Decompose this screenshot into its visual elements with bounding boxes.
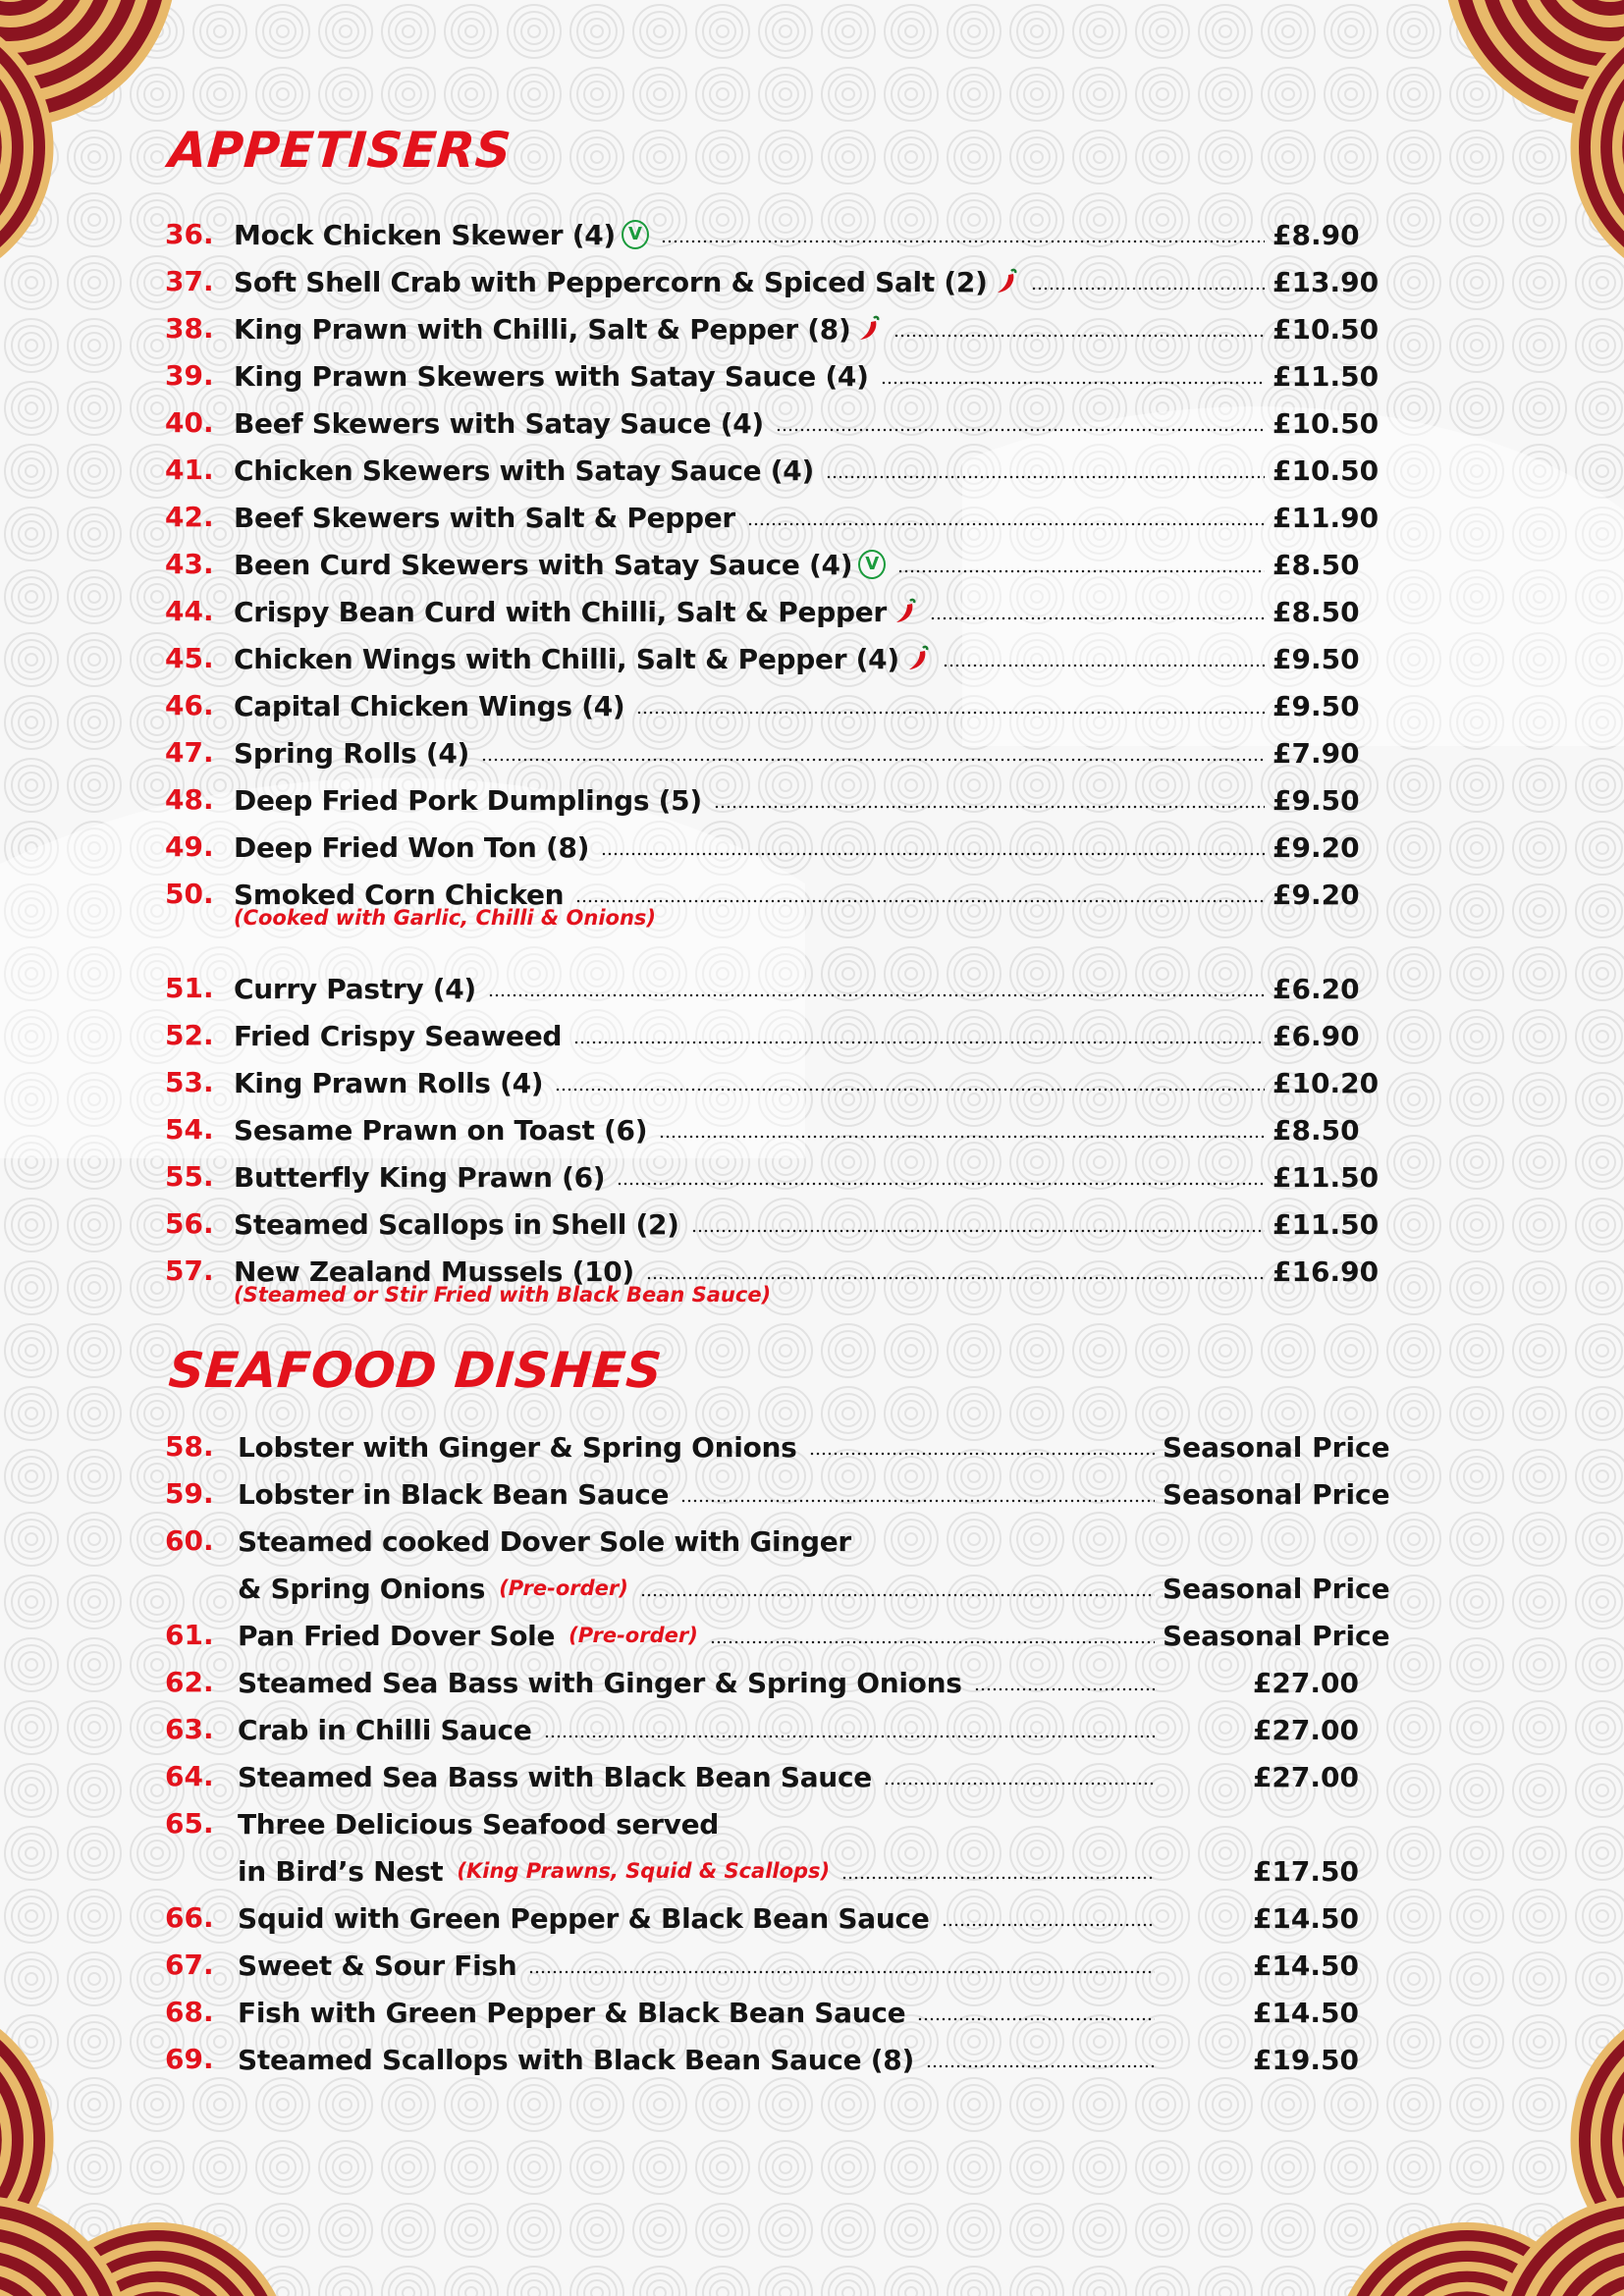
item-number: 40. xyxy=(165,406,214,439)
item-name: Beef Skewers with Satay Sauce (4) xyxy=(234,406,764,440)
item-name: New Zealand Mussels (10) xyxy=(234,1255,634,1288)
dot-leader xyxy=(942,1923,1155,1927)
item-note: (Pre-order) xyxy=(499,1576,628,1600)
dot-leader xyxy=(930,616,1265,620)
item-price: £8.50 xyxy=(1272,1113,1360,1147)
item-number: 47. xyxy=(165,736,214,769)
item-line xyxy=(234,352,1380,400)
item-line xyxy=(238,1847,1359,1895)
item-price: £27.00 xyxy=(1252,1713,1359,1746)
item-price: Seasonal Price xyxy=(1163,1572,1390,1605)
section-title-seafood-dishes: SEAFOOD DISHES xyxy=(166,1342,665,1399)
item-number: 48. xyxy=(165,783,214,816)
dot-leader xyxy=(544,1735,1155,1738)
item-name-first-line xyxy=(238,1800,1359,1847)
dot-leader xyxy=(917,2017,1155,2021)
item-number: 37. xyxy=(165,265,214,297)
item-line xyxy=(238,2036,1359,2083)
item-name: Capital Chicken Wings (4) xyxy=(234,689,625,722)
item-line xyxy=(234,258,1380,305)
item-price: £14.50 xyxy=(1252,1996,1359,2029)
item-number: 51. xyxy=(165,972,214,1004)
menu-item xyxy=(165,1012,1363,1059)
item-name: Soft Shell Crab with Peppercorn & Spiced Salt (2) xyxy=(234,265,988,298)
item-line xyxy=(238,1659,1359,1706)
item-number: 50. xyxy=(165,878,214,910)
item-name: King Prawn Rolls (4) xyxy=(234,1066,544,1099)
menu-item xyxy=(165,729,1363,776)
chilli-icon xyxy=(856,315,882,343)
item-line xyxy=(238,1753,1359,1800)
menu-item xyxy=(165,1470,1390,1518)
item-price: £10.50 xyxy=(1272,312,1380,346)
item-name: Deep Fried Pork Dumplings (5) xyxy=(234,783,702,817)
item-number: 65. xyxy=(165,1807,214,1840)
item-number: 58. xyxy=(165,1430,214,1463)
item-price: £17.50 xyxy=(1252,1854,1359,1888)
dot-leader xyxy=(897,569,1265,573)
dot-leader xyxy=(841,1876,1155,1880)
item-line xyxy=(234,541,1363,588)
dot-leader xyxy=(659,1135,1265,1139)
item-name: in Bird’s Nest xyxy=(238,1854,444,1888)
item-price: £11.50 xyxy=(1272,359,1380,393)
menu-item xyxy=(165,352,1380,400)
item-price: Seasonal Price xyxy=(1163,1477,1390,1511)
item-number: 54. xyxy=(165,1113,214,1146)
dot-leader xyxy=(809,1452,1155,1456)
dot-leader xyxy=(601,852,1265,856)
item-price: £6.20 xyxy=(1272,972,1360,1005)
dot-leader xyxy=(747,522,1265,526)
menu-item xyxy=(165,1753,1359,1800)
dot-leader xyxy=(1031,287,1265,291)
item-price: £9.50 xyxy=(1272,642,1360,675)
item-line xyxy=(234,776,1363,824)
dot-leader xyxy=(575,899,1265,903)
item-line xyxy=(234,729,1363,776)
item-line xyxy=(238,1423,1390,1470)
item-name: Smoked Corn Chicken xyxy=(234,878,565,911)
menu-item xyxy=(165,1248,1380,1342)
chilli-icon xyxy=(994,268,1019,295)
item-number: 39. xyxy=(165,359,214,392)
dot-leader xyxy=(617,1182,1265,1186)
item-number: 59. xyxy=(165,1477,214,1510)
item-line xyxy=(234,447,1380,494)
item-name: Deep Fried Won Ton (8) xyxy=(234,830,590,864)
item-line xyxy=(234,494,1380,541)
item-line xyxy=(234,682,1363,729)
item-number: 46. xyxy=(165,689,214,721)
item-price: £14.50 xyxy=(1252,1949,1359,1982)
menu-item xyxy=(165,635,1363,682)
chilli-icon xyxy=(905,645,931,672)
menu-item xyxy=(165,541,1363,588)
vegetarian-icon: V xyxy=(622,220,649,249)
dot-leader xyxy=(646,1276,1265,1280)
dot-leader xyxy=(926,2064,1155,2068)
item-name: Crispy Bean Curd with Chilli, Salt & Pepper xyxy=(234,595,887,628)
item-price: £11.50 xyxy=(1272,1160,1380,1194)
item-line xyxy=(234,211,1363,258)
menu-item xyxy=(165,1423,1390,1470)
menu-item xyxy=(165,400,1380,447)
item-number: 36. xyxy=(165,218,214,250)
item-number: 61. xyxy=(165,1619,214,1651)
item-name: Chicken Skewers with Satay Sauce (4) xyxy=(234,454,814,487)
item-line xyxy=(238,1470,1390,1518)
item-price: £27.00 xyxy=(1252,1760,1359,1793)
item-price: £7.90 xyxy=(1272,736,1360,770)
item-name: & Spring Onions xyxy=(238,1572,486,1605)
item-price: Seasonal Price xyxy=(1163,1619,1390,1652)
menu-item xyxy=(165,1153,1380,1201)
item-name: Fried Crispy Seaweed xyxy=(234,1019,563,1052)
menu-item xyxy=(165,1106,1363,1153)
item-line xyxy=(238,1706,1359,1753)
dot-leader xyxy=(826,475,1265,479)
item-price: £14.50 xyxy=(1252,1901,1359,1935)
dot-leader xyxy=(691,1229,1265,1233)
item-description: (Steamed or Stir Fried with Black Bean Sauce) xyxy=(234,1283,772,1307)
item-number: 52. xyxy=(165,1019,214,1051)
item-number: 55. xyxy=(165,1160,214,1193)
item-line xyxy=(234,1059,1380,1106)
item-description: (Cooked with Garlic, Chilli & Onions) xyxy=(234,906,657,930)
item-number: 67. xyxy=(165,1949,214,1981)
dot-leader xyxy=(555,1088,1265,1092)
menu-item xyxy=(165,211,1363,258)
item-price: £9.20 xyxy=(1272,878,1360,911)
item-number: 53. xyxy=(165,1066,214,1098)
menu-item xyxy=(165,1706,1359,1753)
dot-leader xyxy=(881,381,1265,385)
item-price: £8.50 xyxy=(1272,548,1360,581)
menu-item xyxy=(165,965,1363,1012)
item-name: Squid with Green Pepper & Black Bean Sauce xyxy=(238,1901,930,1935)
dot-leader xyxy=(943,664,1265,667)
item-number: 68. xyxy=(165,1996,214,2028)
dot-leader xyxy=(636,711,1265,715)
menu-item xyxy=(165,494,1380,541)
item-price: £8.90 xyxy=(1272,218,1360,251)
item-name: Sweet & Sour Fish xyxy=(238,1949,517,1982)
item-price: £8.50 xyxy=(1272,595,1360,628)
vegetarian-icon: V xyxy=(858,550,886,579)
item-line xyxy=(234,824,1363,871)
item-price: £9.50 xyxy=(1272,783,1360,817)
item-line xyxy=(234,635,1363,682)
menu-item xyxy=(165,447,1380,494)
item-number: 38. xyxy=(165,312,214,345)
item-name: Steamed Scallops with Black Bean Sauce (8) xyxy=(238,2043,914,2076)
item-name: Fish with Green Pepper & Black Bean Sauce xyxy=(238,1996,906,2029)
item-number: 66. xyxy=(165,1901,214,1934)
menu-item xyxy=(165,1942,1359,1989)
dot-leader xyxy=(710,1640,1155,1644)
item-price: £9.20 xyxy=(1272,830,1360,864)
item-name: King Prawn Skewers with Satay Sauce (4) xyxy=(234,359,869,393)
item-name: Steamed Scallops in Shell (2) xyxy=(234,1207,679,1241)
dot-leader xyxy=(974,1687,1155,1691)
item-name: Curry Pastry (4) xyxy=(234,972,476,1005)
item-number: 62. xyxy=(165,1666,214,1698)
item-price: £10.20 xyxy=(1272,1066,1380,1099)
item-number: 42. xyxy=(165,501,214,533)
item-number: 56. xyxy=(165,1207,214,1240)
menu-item xyxy=(165,1518,1390,1612)
item-price: £9.50 xyxy=(1272,689,1360,722)
item-price: £27.00 xyxy=(1252,1666,1359,1699)
menu-item xyxy=(165,588,1363,635)
dot-leader xyxy=(714,805,1265,809)
item-price: £19.50 xyxy=(1252,2043,1359,2076)
item-name: Chicken Wings with Chilli, Salt & Pepper (4) xyxy=(234,642,899,675)
item-name: Crab in Chilli Sauce xyxy=(238,1713,532,1746)
item-name: Lobster with Ginger & Spring Onions xyxy=(238,1430,797,1464)
item-price: £10.50 xyxy=(1272,406,1380,440)
item-name: Steamed Sea Bass with Ginger & Spring Onions xyxy=(238,1666,962,1699)
item-line xyxy=(234,400,1380,447)
menu-item xyxy=(165,682,1363,729)
item-name: Steamed cooked Dover Sole with Ginger xyxy=(238,1524,851,1558)
item-number: 49. xyxy=(165,830,214,863)
item-name: Steamed Sea Bass with Black Bean Sauce xyxy=(238,1760,872,1793)
item-name: Mock Chicken Skewer (4) xyxy=(234,218,616,251)
item-price: £11.50 xyxy=(1272,1207,1380,1241)
menu-item xyxy=(165,824,1363,871)
item-line xyxy=(234,965,1363,1012)
menu-item xyxy=(165,258,1380,305)
item-number: 69. xyxy=(165,2043,214,2075)
item-price: £6.90 xyxy=(1272,1019,1360,1052)
item-number: 41. xyxy=(165,454,214,486)
section-title-appetisers: APPETISERS xyxy=(166,122,514,179)
dot-leader xyxy=(661,240,1265,243)
item-price: Seasonal Price xyxy=(1163,1430,1390,1464)
dot-leader xyxy=(884,1782,1155,1786)
item-name: Spring Rolls (4) xyxy=(234,736,470,770)
item-line xyxy=(234,1201,1380,1248)
menu-item xyxy=(165,1201,1380,1248)
item-number: 44. xyxy=(165,595,214,627)
item-price: £11.90 xyxy=(1272,501,1380,534)
item-name: Three Delicious Seafood served xyxy=(238,1807,720,1841)
item-number: 63. xyxy=(165,1713,214,1745)
item-number: 60. xyxy=(165,1524,214,1557)
dot-leader xyxy=(481,758,1265,762)
item-line xyxy=(238,1895,1359,1942)
item-name: Sesame Prawn on Toast (6) xyxy=(234,1113,648,1147)
item-note: (Pre-order) xyxy=(568,1624,698,1647)
item-line xyxy=(238,1565,1390,1612)
item-line xyxy=(238,1989,1359,2036)
item-name: Beef Skewers with Salt & Pepper xyxy=(234,501,735,534)
menu-item xyxy=(165,1059,1380,1106)
item-number: 57. xyxy=(165,1255,214,1287)
item-name: Lobster in Black Bean Sauce xyxy=(238,1477,670,1511)
item-line xyxy=(238,1612,1390,1659)
item-number: 64. xyxy=(165,1760,214,1792)
menu-item xyxy=(165,776,1363,824)
dot-leader xyxy=(893,334,1265,338)
item-name: Pan Fried Dover Sole xyxy=(238,1619,556,1652)
item-price: £13.90 xyxy=(1272,265,1380,298)
item-price: £10.50 xyxy=(1272,454,1380,487)
menu-item xyxy=(165,1659,1359,1706)
menu-item xyxy=(165,1989,1359,2036)
menu-item xyxy=(165,1800,1359,1895)
item-name: King Prawn with Chilli, Salt & Pepper (8) xyxy=(234,312,851,346)
menu-item xyxy=(165,1612,1390,1659)
menu-item xyxy=(165,871,1363,965)
dot-leader xyxy=(488,993,1265,997)
dot-leader xyxy=(776,428,1265,432)
menu-item xyxy=(165,1895,1359,1942)
item-line xyxy=(234,1012,1363,1059)
item-line xyxy=(234,305,1380,352)
dot-leader xyxy=(528,1970,1155,1974)
menu-item xyxy=(165,305,1380,352)
item-line xyxy=(234,1106,1363,1153)
item-line xyxy=(238,1942,1359,1989)
item-line xyxy=(234,1153,1380,1201)
item-name: Been Curd Skewers with Satay Sauce (4) xyxy=(234,548,853,581)
item-note: (King Prawns, Squid & Scallops) xyxy=(457,1859,831,1883)
item-price: £16.90 xyxy=(1272,1255,1380,1288)
dot-leader xyxy=(680,1499,1155,1503)
item-name-first-line xyxy=(238,1518,1359,1565)
chilli-icon xyxy=(893,598,918,625)
dot-leader xyxy=(640,1593,1155,1597)
item-line xyxy=(234,588,1363,635)
item-name: Butterfly King Prawn (6) xyxy=(234,1160,606,1194)
item-number: 45. xyxy=(165,642,214,674)
dot-leader xyxy=(573,1041,1265,1044)
item-number: 43. xyxy=(165,548,214,580)
menu-item xyxy=(165,2036,1359,2083)
